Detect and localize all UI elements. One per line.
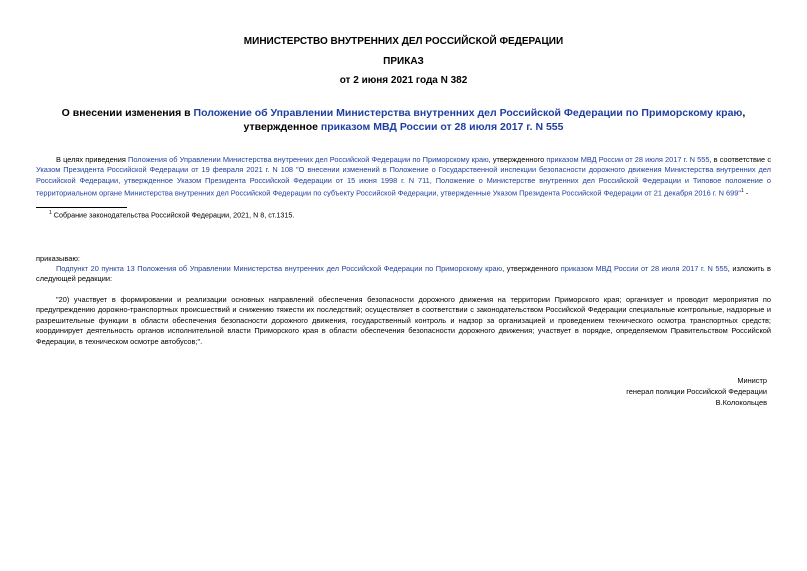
signatory-rank: генерал полиции Российской Федерации [626,386,767,396]
signatory-position: Министр [737,376,767,385]
point-link-subpoint[interactable]: Подпункт 20 пункта 13 Положения об Управлении Министерства внутренних дел Российской Федерации по Приморскому краю [56,264,503,273]
footnote [49,210,294,219]
footnote-mark: 1 [49,210,52,216]
footnote-divider [36,207,127,208]
signature-block [626,376,767,408]
preamble-text-2: , утвержденного [488,155,547,164]
preamble-text-3: , в соответствие с [709,155,772,164]
title-link-regulation[interactable]: Положение об Управлении Министерства внутренних дел Российской Федерации по Приморскому краю [193,107,743,119]
footnote-text: Собрание законодательства Российской Федерации, 2021, N 8, ст.1315. [53,210,295,220]
point-link-order[interactable]: приказом МВД России от 28 июля 2017 г. N 555 [560,264,728,273]
title-link-order[interactable]: приказом МВД России от 28 июля 2017 г. N 555 [320,121,564,133]
point-text-1: , утвержденного [502,264,561,273]
preamble-link-decree[interactable]: Указом Президента Российской Федерации от 19 февраля 2021 г. N 108 "О внесении изменений в Положение о Государственной инспекции безопасности дорожного движения Министерства внутренних дел Российской Федерации, утвержденное Указом Президента Российской Федерации от 15 июня 1998 г. N 711, Положение о Министерстве внутренних дел Российской Федерации и Типовое положение о территориальном органе Министерства внутренних дел Российской Федерации по субъекту Российской Федерации, утвержденные Указом Президента Российской Федерации от 21 декабря 2016 г. N 699" [36,165,771,198]
title-middle: , утвержденное [243,107,746,133]
point-text-2: , изложить в следующей редакции: [36,264,771,284]
ministry-heading: МИНИСТЕРСТВО ВНУТРЕННИХ ДЕЛ РОССИЙСКОЙ ФЕДЕРАЦИИ [243,36,564,47]
order-word: приказываю: [36,254,80,263]
footnote-reference[interactable]: 1 [741,188,744,195]
preamble-link-order[interactable]: приказом МВД России от 28 июля 2017 г. N 555 [546,155,710,164]
preamble-link-regulation[interactable]: Положения об Управлении Министерства внутренних дел Российской Федерации по Приморскому краю [128,155,489,164]
doc-date-number: от 2 июня 2021 года N 382 [339,75,468,86]
quote-paragraph: "20) участвует в формировании и реализации основных направлений обеспечения безопасности дорожного движения на территории Приморского края; организует и проводит мероприятия по предупреждению дорожно-транспортных происшествий и снижению тяжести их последствий; осуществляет в соответствии с законодательством Российской Федерации специальные контрольные, надзорные и разрешительные функции в области обеспечения безопасности дорожного движения, государственный контроль и надзор за организацией и проведением технического осмотра транспортных средств; координирует деятельность органов исполнительной власти Приморского края в области обеспечения безопасности дорожного движения; участвует в порядке, определяемом Правительством Российской Федерации, в техническом осмотре автобусов;". [36,295,771,346]
title-prefix: О внесении изменения в [61,107,194,119]
signatory-name: В.Колокольцев [715,397,767,407]
doc-type-heading: ПРИКАЗ [383,56,424,67]
preamble-text-4: - [743,188,749,198]
preamble-text-1: В целях приведения [56,155,129,164]
document-title [36,106,771,134]
preamble-paragraph [36,155,771,199]
point-paragraph [36,264,771,285]
